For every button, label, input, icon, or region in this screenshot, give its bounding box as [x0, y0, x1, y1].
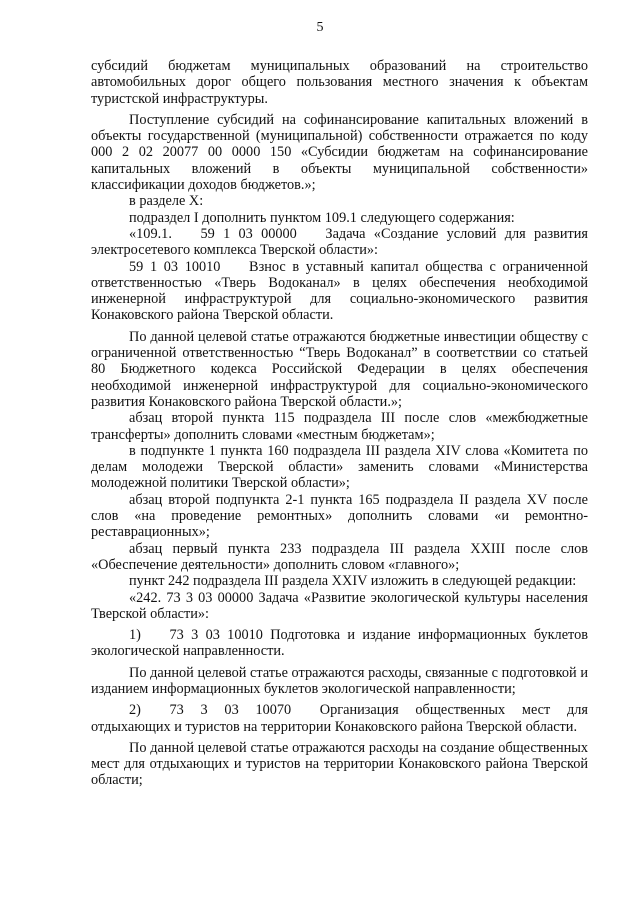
paragraph: абзац второй пункта 115 подраздела III после слов «межбюджетные трансферты» дополнить словами «местным бюджетам»;: [91, 410, 588, 443]
paragraph: субсидий бюджетам муниципальных образований на строительство автомобильных дорог общего пользования местного значения к объектам туристской инфраструктуры.: [91, 58, 588, 107]
paragraph: пункт 242 подраздела III раздела XXIV изложить в следующей редакции:: [129, 573, 577, 590]
paragraph: 59 1 03 10010 Взнос в уставный капитал общества с ограниченной ответственностью «Тверь Водоканал» в целях обеспечения необходимой инженерной инфраструктурой для социально-экономического развития Конаковского района Тверской области.: [91, 258, 588, 324]
paragraph: в разделе X:: [129, 193, 204, 210]
paragraph: абзац второй подпункта 2-1 пункта 165 подраздела II раздела XV после слов «на проведение ремонтных» дополнить словами «и ремонтно-реставрационных»;: [91, 491, 588, 541]
paragraph: Поступление субсидий на софинансирование капитальных вложений в объекты государственной (муниципальной) собственности отражается по коду 000 2 02 20077 00 0000 150 «Субсидии бюджетам на софинансирование капитальных вложений в объекты муниципальной собственности» классификации доходов бюджетов.»;: [91, 111, 588, 194]
paragraph: «242. 73 3 03 00000 Задача «Развитие экологической культуры населения Тверской области»:: [91, 589, 588, 622]
paragraph: подраздел I дополнить пунктом 109.1 следующего содержания:: [129, 209, 515, 226]
paragraph: в подпункте 1 пункта 160 подраздела III раздела XIV слова «Комитета по делам молодежи Тверской области» заменить словами «Министерства молодежной политики Тверской области»;: [91, 442, 588, 492]
paragraph: «109.1. 59 1 03 00000 Задача «Создание условий для развития электросетевого комплекса Тверской области»:: [91, 225, 588, 259]
paragraph: абзац первый пункта 233 подраздела III раздела XXIII после слов «Обеспечение деятельности» дополнить словом «главного»;: [91, 540, 588, 573]
paragraph: По данной целевой статье отражаются бюджетные инвестиции обществу с ограниченной ответственностью “Тверь Водоканал” в соответствии со статьей 80 Бюджетного кодекса Российской Федерации в целях обеспечения необходимой инженерной инфраструктурой для социально-экономического развития Конаковского района Тверской области.»;: [91, 328, 588, 410]
paragraph: По данной целевой статье отражаются расходы, связанные с подготовкой и изданием информационных буклетов экологической направленности;: [91, 664, 588, 697]
page-number: 5: [316, 20, 324, 35]
paragraph: 2) 73 3 03 10070 Организация общественных мест для отдыхающих и туристов на территории Конаковского района Тверской области.: [91, 702, 588, 735]
paragraph: 1) 73 3 03 10010 Подготовка и издание информационных буклетов экологической направленности.: [91, 627, 588, 660]
paragraph: По данной целевой статье отражаются расходы на создание общественных мест для отдыхающих и туристов на территории Конаковского района Тверской области;: [91, 739, 588, 789]
document-body: [91, 58, 588, 789]
